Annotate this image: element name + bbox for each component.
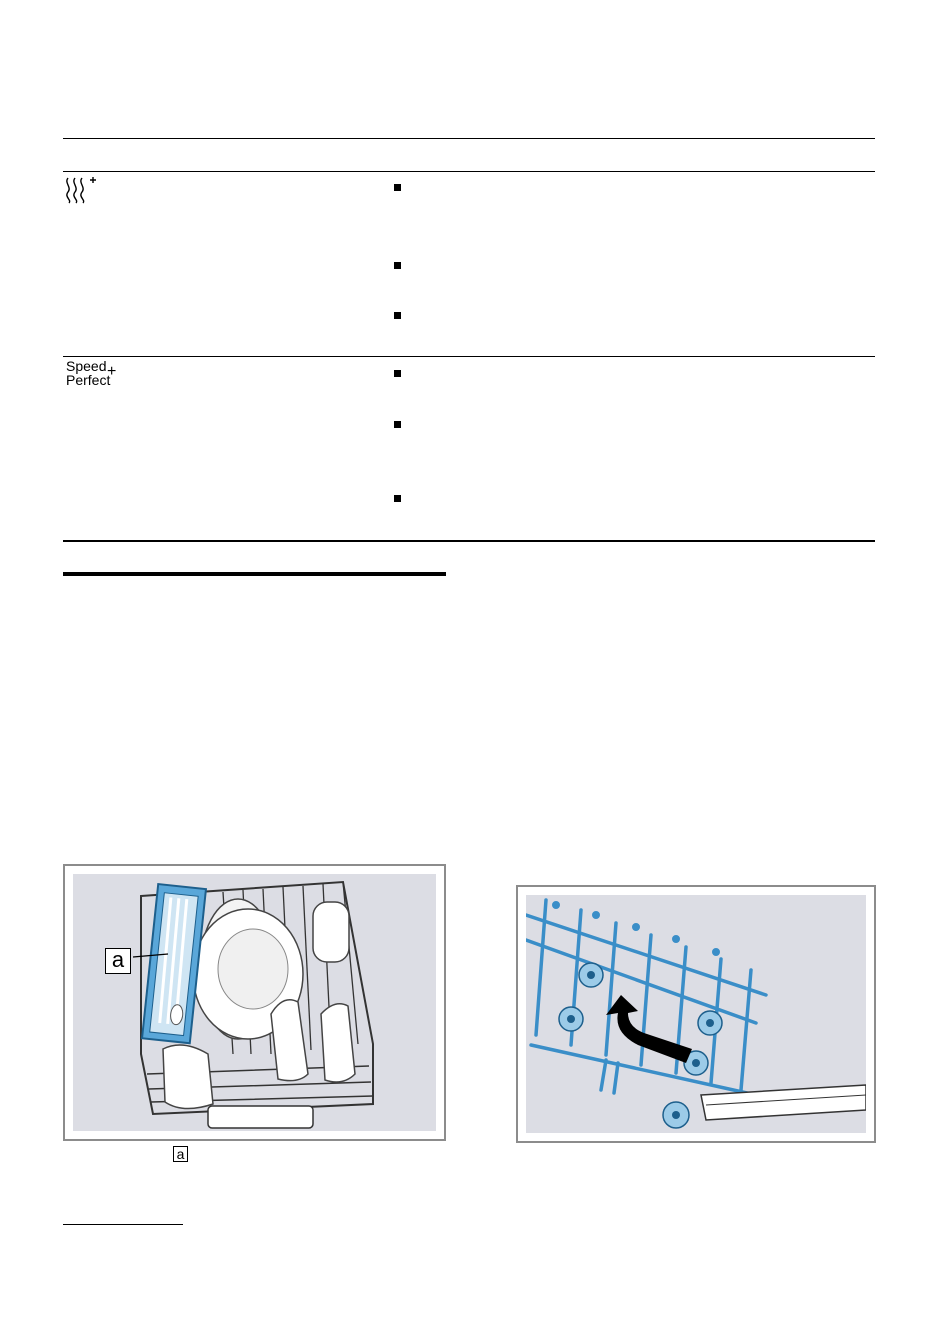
row2-bullet-1 (394, 370, 401, 377)
extra-dry-symbol (64, 176, 104, 204)
rack-roller-illustration (526, 895, 866, 1133)
table-row-divider (63, 356, 875, 357)
row1-bullet-2 (394, 262, 401, 269)
section-heading-rule (63, 572, 446, 576)
speed-perfect-symbol (66, 359, 126, 391)
speed-perfect-plus: + (107, 363, 117, 380)
speed-label: Speed (66, 358, 107, 374)
callout-a: a (105, 948, 131, 974)
upper-basket-figure (63, 864, 446, 1141)
row1-bullet-3 (394, 312, 401, 319)
basket-drawing (73, 874, 436, 1131)
rack-drawing (526, 895, 866, 1133)
table-top-rule (63, 138, 875, 139)
extra-dry-icon (64, 176, 104, 204)
table-header-rule (63, 171, 875, 172)
row2-bullet-3 (394, 495, 401, 502)
perfect-label: Perfect (66, 372, 111, 388)
upper-basket-illustration (73, 874, 436, 1131)
rack-roller-figure (516, 885, 876, 1143)
footnote-rule (63, 1224, 183, 1225)
caption-marker-a: a (173, 1146, 188, 1162)
row2-bullet-2 (394, 421, 401, 428)
table-bottom-rule (63, 540, 875, 542)
row1-bullet-1 (394, 184, 401, 191)
